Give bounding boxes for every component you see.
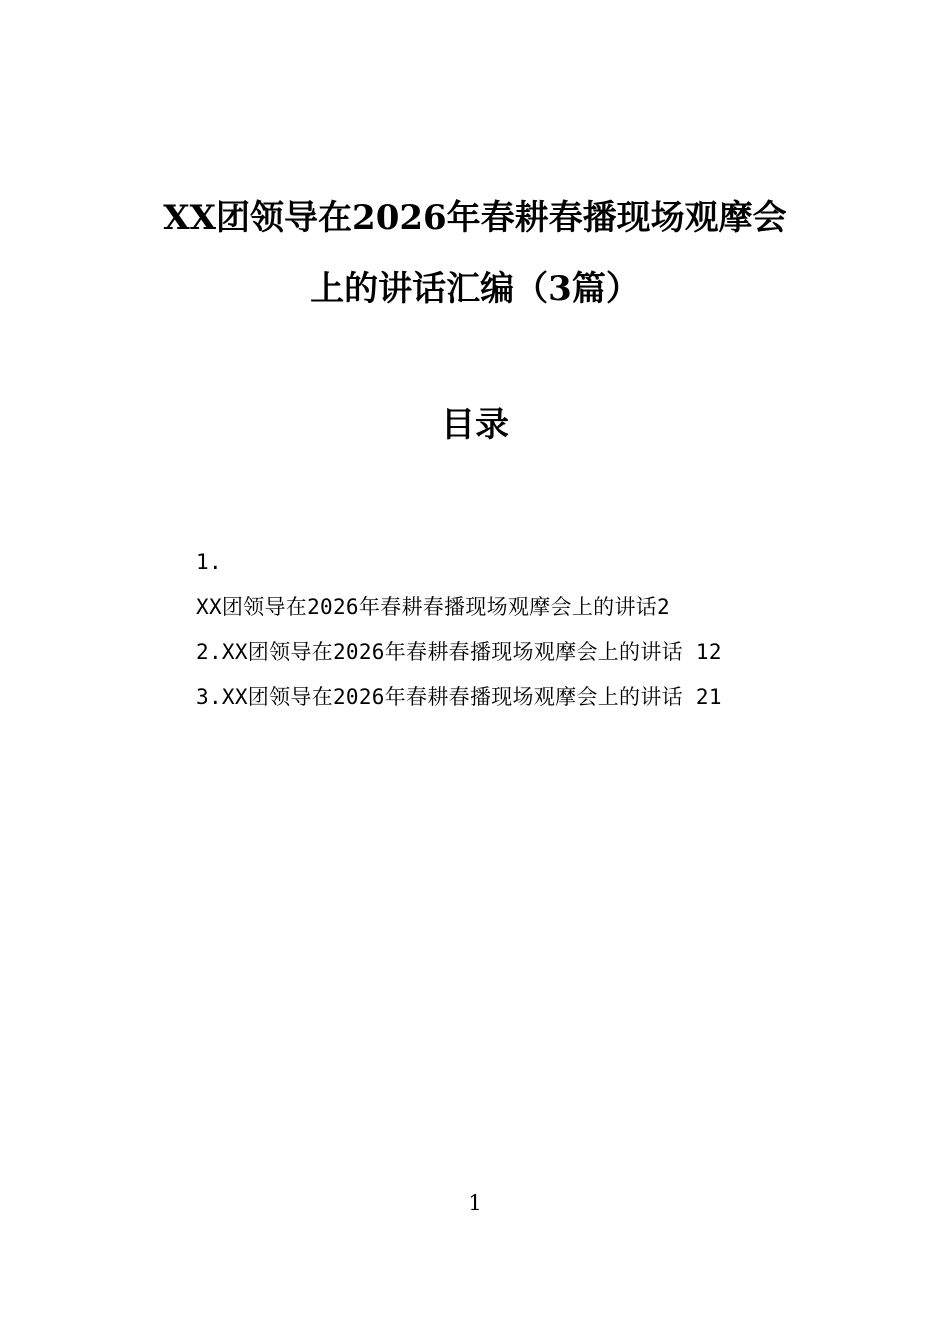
toc-entry-1-text: XX团领导在2026年春耕春播现场观摩会上的讲话2	[196, 595, 670, 619]
document-title-line-1: XX团领导在2026年春耕春播现场观摩会	[163, 198, 787, 238]
toc-entry-2: 2.XX团领导在2026年春耕春播现场观摩会上的讲话 12	[196, 640, 722, 664]
document-title-line-2: 上的讲话汇编（3篇）	[310, 269, 640, 309]
toc-entry-1-number: 1.	[196, 550, 222, 574]
page-number: 1	[468, 1191, 482, 1215]
table-of-contents	[196, 540, 836, 720]
toc-entry-3: 3.XX团领导在2026年春耕春播现场观摩会上的讲话 21	[196, 685, 722, 709]
toc-heading: 目录	[441, 405, 509, 445]
